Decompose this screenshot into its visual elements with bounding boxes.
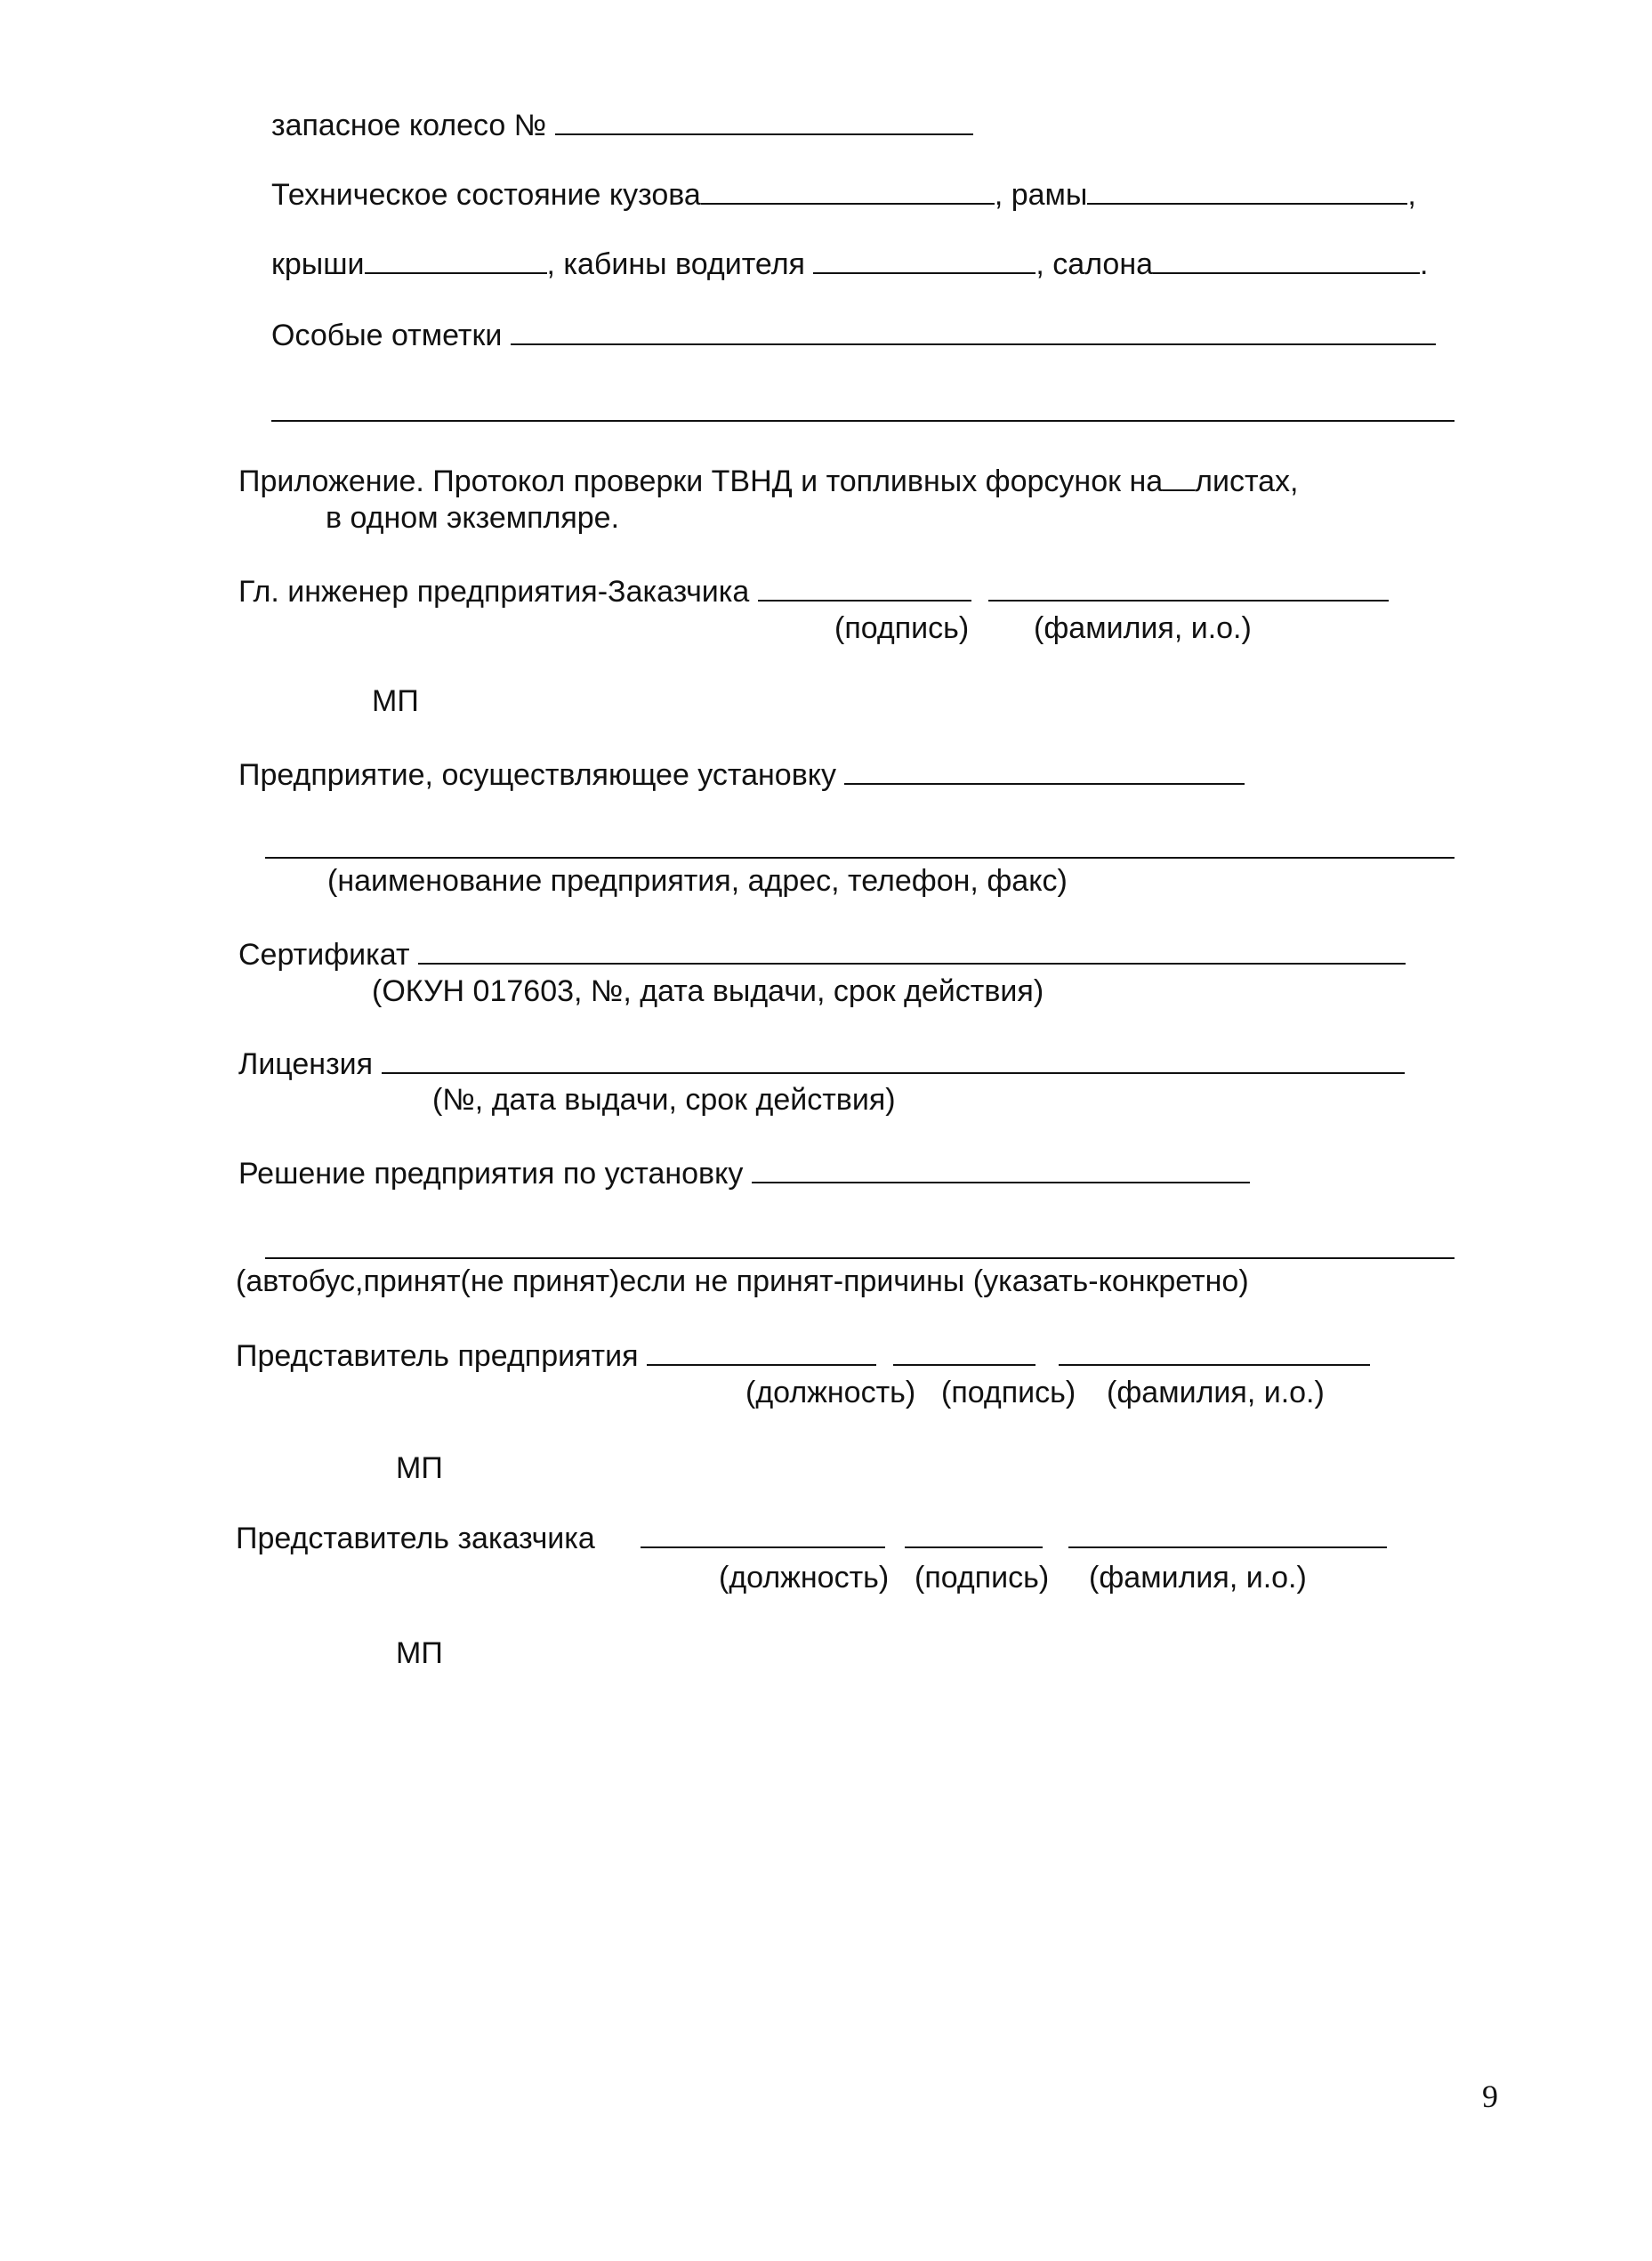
certificate-label: Сертификат: [238, 938, 410, 972]
body-condition-label: Техническое состояние кузова: [271, 178, 701, 212]
enterprise-rep-name-field[interactable]: [1059, 1337, 1370, 1366]
customer-rep-stamp: МП: [396, 1636, 443, 1670]
cabin-label: , кабины водителя: [546, 247, 805, 281]
enterprise-rep-position-caption: (должность): [745, 1376, 916, 1409]
customer-rep-label: Представитель заказчика: [236, 1522, 595, 1555]
enterprise-rep-stamp: МП: [396, 1451, 443, 1485]
spare-wheel-field[interactable]: [555, 107, 973, 135]
roof-field[interactable]: [365, 246, 547, 274]
salon-field[interactable]: [1153, 246, 1420, 274]
chief-engineer-row: [238, 573, 1389, 610]
certificate-caption: (ОКУН 017603, №, дата выдачи, срок действия): [372, 974, 1044, 1008]
enterprise-rep-signature-caption: (подпись): [941, 1376, 1076, 1409]
body-condition-row: [271, 176, 1416, 213]
special-notes-field[interactable]: [511, 317, 1436, 345]
salon-end: .: [1420, 247, 1429, 281]
customer-rep-signature-caption: (подпись): [915, 1561, 1050, 1595]
customer-rep-signature-field[interactable]: [905, 1520, 1043, 1548]
decision-label: Решение предприятия по установку: [238, 1157, 744, 1191]
installer-label: Предприятие, осуществляющее установку: [238, 758, 837, 792]
license-field[interactable]: [382, 1046, 1405, 1074]
chief-engineer-signature-caption: (подпись): [834, 611, 970, 645]
appendix-sheets-label: листах,: [1195, 464, 1299, 498]
customer-rep-position-caption: (должность): [719, 1561, 890, 1595]
roof-cabin-row: [271, 246, 1428, 282]
appendix-line-2: в одном экземпляре.: [326, 501, 620, 535]
page-number: 9: [1482, 2079, 1498, 2114]
enterprise-rep-position-field[interactable]: [647, 1337, 876, 1366]
installer-row: [238, 756, 1245, 793]
frame-field[interactable]: [1087, 176, 1407, 205]
roof-label: крыши: [271, 247, 365, 281]
body-condition-field[interactable]: [701, 176, 995, 205]
spare-wheel-label: запасное колесо №: [271, 109, 547, 142]
decision-field[interactable]: [752, 1155, 1250, 1183]
installer-caption: (наименование предприятия, адрес, телефон, факс): [327, 864, 1068, 898]
appendix-text: Приложение. Протокол проверки ТВНД и топливных форсунок на: [238, 464, 1164, 498]
spare-wheel-row: [271, 107, 973, 143]
chief-engineer-signature-field[interactable]: [758, 573, 971, 602]
license-row: [238, 1046, 1405, 1082]
chief-engineer-name-field[interactable]: [988, 573, 1389, 602]
cabin-field[interactable]: [813, 246, 1036, 274]
decision-caption: (автобус,принят(не принят)если не принят-причины (указать-конкретно): [236, 1264, 1249, 1298]
certificate-row: [238, 936, 1406, 973]
enterprise-rep-name-caption: (фамилия, и.о.): [1107, 1376, 1325, 1409]
decision-row: [238, 1155, 1250, 1191]
license-label: Лицензия: [238, 1047, 374, 1081]
customer-rep-row: [236, 1520, 1387, 1556]
enterprise-rep-label: Представитель предприятия: [236, 1339, 639, 1373]
frame-label: , рамы: [994, 178, 1088, 212]
chief-engineer-label: Гл. инженер предприятия-Заказчика: [238, 575, 750, 609]
enterprise-rep-signature-field[interactable]: [893, 1337, 1036, 1366]
appendix-sheets-field[interactable]: [1163, 463, 1195, 491]
certificate-field[interactable]: [418, 936, 1406, 965]
frame-end: ,: [1407, 178, 1416, 212]
license-caption: (№, дата выдачи, срок действия): [432, 1083, 896, 1117]
decision-line-2[interactable]: [265, 1257, 1455, 1259]
enterprise-rep-row: [236, 1337, 1370, 1374]
special-notes-row: [271, 317, 1436, 353]
appendix-line-1: [238, 463, 1299, 499]
special-notes-label: Особые отметки: [271, 319, 503, 352]
chief-engineer-name-caption: (фамилия, и.о.): [1034, 611, 1252, 645]
salon-label: , салона: [1036, 247, 1154, 281]
installer-line-2[interactable]: [265, 857, 1455, 859]
chief-engineer-stamp: МП: [372, 684, 419, 718]
customer-rep-position-field[interactable]: [641, 1520, 885, 1548]
installer-field[interactable]: [844, 756, 1245, 785]
special-notes-line-2[interactable]: [271, 420, 1455, 422]
customer-rep-name-field[interactable]: [1068, 1520, 1387, 1548]
customer-rep-name-caption: (фамилия, и.о.): [1089, 1561, 1307, 1595]
